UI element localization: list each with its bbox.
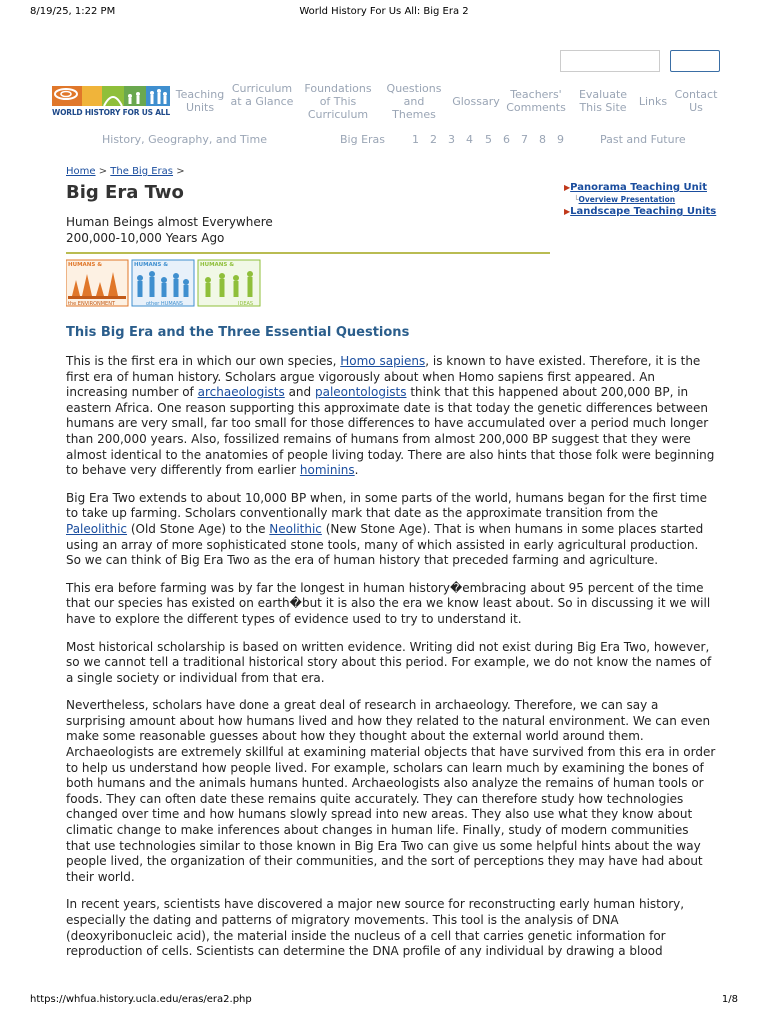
era-link-1[interactable]: 1 bbox=[412, 133, 419, 146]
era-link-2[interactable]: 2 bbox=[430, 133, 437, 146]
paragraph: Most historical scholarship is based on written evidence. Writing did not exist during Big Era Two, however, so we cannot tell a traditional historical story about this period. For example, we do not know the names of a single society or individual from that era. bbox=[66, 639, 712, 685]
era-link-4[interactable]: 4 bbox=[466, 133, 473, 146]
paleontologists-link[interactable]: paleontologists bbox=[314, 385, 407, 400]
breadcrumb-home[interactable]: Home bbox=[66, 166, 96, 177]
nav-evaluate-site[interactable]: Evaluate This Site bbox=[578, 88, 628, 114]
breadcrumb-big-eras[interactable]: The Big Eras bbox=[110, 166, 174, 177]
subtitle-line-1: Human Beings almost Everywhere bbox=[66, 215, 273, 229]
subtitle-line-2: 200,000-10,000 Years Ago bbox=[66, 231, 225, 245]
print-url: https://whfua.history.ucla.edu/eras/era2.php bbox=[30, 994, 252, 1005]
tree-branch-icon: └ bbox=[574, 195, 579, 204]
paragraph: In recent years, scientists have discovered a major new source for reconstructing early human history, especially the dating and patterns of migratory movements. This tool is the analysis of DNA (deoxyribonucleic acid), the material inside the nucleus of a cell that carries genetic information for reproduction of cells. Scientists can determine the DNA profile of any individual by drawing a blood bbox=[66, 897, 685, 959]
era-link-6[interactable]: 6 bbox=[503, 133, 510, 146]
nav-teachers-comments[interactable]: Teachers' Comments bbox=[506, 88, 566, 114]
paleolithic-link[interactable]: Paleolithic bbox=[66, 521, 128, 536]
hominins-link[interactable]: hominins bbox=[299, 463, 355, 478]
nav-questions-themes[interactable]: Questions and Themes bbox=[386, 82, 442, 121]
paragraph: This era before farming was by far the longest in human history�embracing about 95 percent of the time that our species has existed on earth�but it is also the era we know least about. So in discussing it we will have to explore the different types of evidence used to try to understand it. bbox=[66, 580, 711, 626]
oth-bottom-label: other HUMANS bbox=[146, 301, 183, 307]
nav-curriculum-at-a-glance[interactable]: Curriculum at a Glance bbox=[230, 82, 294, 108]
side-links bbox=[564, 182, 716, 217]
page-title: Big Era Two bbox=[66, 182, 184, 203]
page-subtitle bbox=[66, 214, 273, 246]
env-top-label: HUMANS & bbox=[68, 262, 103, 268]
print-title: World History For Us All: Big Era 2 bbox=[299, 6, 469, 17]
text-span: This is the first era in which our own species, bbox=[66, 354, 341, 368]
humans-other-humans-icon[interactable] bbox=[132, 260, 194, 307]
era-link-9[interactable]: 9 bbox=[557, 133, 564, 146]
text-span: think that this happened about 200,000 BP, in eastern Africa. One reason supporting this approximate date is that today the genetic differences between humans are very small, far too small for those differences to have accumulated over a period much longer than 200,000 years. Also, fossilized remains of humans from almost 200,000 BP suggest that they were almost identical to the anatomies of people living today. There are also hints that those folk were beginning to behave very differently from earlier bbox=[66, 385, 715, 478]
search-input[interactable] bbox=[560, 50, 660, 72]
text-span: Big Era Two extends to about 10,000 BP when, in some parts of the world, humans began for the first time to take up farming. Scholars conventionally mark that date as the approximate transition from the bbox=[66, 490, 708, 521]
print-footer bbox=[0, 992, 768, 1012]
search-button[interactable] bbox=[670, 50, 720, 72]
article-body bbox=[66, 354, 716, 972]
ideas-top-label: HUMANS & bbox=[200, 262, 235, 268]
site-logo[interactable] bbox=[52, 84, 170, 120]
era-link-5[interactable]: 5 bbox=[485, 133, 492, 146]
era-link-8[interactable]: 8 bbox=[539, 133, 546, 146]
subnav-big-eras[interactable]: Big Eras bbox=[340, 133, 386, 146]
era-link-7[interactable]: 7 bbox=[521, 133, 528, 146]
print-page-number: 1/8 bbox=[721, 994, 738, 1005]
ideas-bottom-label: IDEAS bbox=[238, 301, 254, 307]
panorama-teaching-unit-link[interactable]: Panorama Teaching Unit bbox=[570, 182, 707, 193]
subnav-past-future[interactable]: Past and Future bbox=[600, 133, 686, 146]
print-header bbox=[0, 0, 768, 22]
nav-contact-us[interactable]: Contact Us bbox=[674, 88, 718, 114]
logo-graphic bbox=[52, 84, 170, 108]
section-heading: This Big Era and the Three Essential Questions bbox=[66, 325, 410, 340]
breadcrumb bbox=[66, 166, 185, 177]
nav-foundations[interactable]: Foundations of This Curriculum bbox=[304, 82, 372, 121]
homo-sapiens-link[interactable]: Homo sapiens bbox=[340, 354, 426, 368]
nav-teaching-units[interactable]: Teaching Units bbox=[175, 88, 225, 114]
arrow-right-icon: ▶ bbox=[564, 183, 571, 192]
oth-top-label: HUMANS & bbox=[134, 262, 169, 268]
text-span: and bbox=[284, 385, 315, 400]
era-link-3[interactable]: 3 bbox=[448, 133, 455, 146]
nav-links[interactable]: Links bbox=[638, 95, 668, 108]
landscape-teaching-units-link[interactable]: Landscape Teaching Units bbox=[570, 206, 717, 217]
subnav-history-geography-time[interactable]: History, Geography, and Time bbox=[102, 133, 267, 146]
humans-environment-icon[interactable] bbox=[66, 260, 128, 307]
text-span: (Old Stone Age) to the bbox=[127, 521, 270, 536]
paragraph bbox=[66, 354, 716, 479]
paragraph bbox=[66, 491, 716, 569]
env-bottom-label: the ENVIRONMENT bbox=[68, 301, 116, 307]
breadcrumb-sep: > bbox=[98, 166, 108, 177]
arrow-right-icon: ▶ bbox=[564, 207, 571, 216]
neolithic-link[interactable]: Neolithic bbox=[269, 521, 322, 536]
print-datetime: 8/19/25, 1:22 PM bbox=[30, 6, 116, 17]
text-span: , is known to have existed. Therefore, it is the first era of human history. Scholars argue vigorously about when Homo sapiens first appeared. An increasing number of bbox=[66, 354, 701, 400]
text-span: . bbox=[354, 463, 359, 478]
nav-glossary[interactable]: Glossary bbox=[452, 95, 500, 108]
humans-ideas-icon[interactable] bbox=[198, 260, 260, 307]
text-span: (New Stone Age). That is when humans in some places started using an array of more sophisticated stone tools, many of which assisted in early agricultural production. So we can think of Big Era Two as the era of human history that preceded farming and agriculture. bbox=[66, 521, 704, 568]
breadcrumb-sep: > bbox=[176, 166, 185, 177]
theme-icons bbox=[66, 258, 262, 308]
logo-text: WORLD HISTORY FOR US ALL bbox=[52, 108, 170, 117]
paragraph: Nevertheless, scholars have done a great deal of research in archaeology. Therefore, we can say a surprising amount about how humans lived and how they related to the natural environment. We can even make some reasonable guesses about how they thought about the external world around them. Archaeologists are extremely skillful at examining material objects that have survived from this era in order to help us understand how people lived. For example, scholars can learn much by examining the bones of both humans and the animals humans hunted. Archaeologists also analyze the remains of human tools or foods. They can often date these remains quite accurately. They can therefore study how technologies changed over time and how humans slowly spread into new areas. They also use what they know about climatic change to make inferences about changes in human life. Finally, study of modern communities that use technologies similar to those known in Big Era Two can give us some helpful hints about the way people lived, the organization of their communities, and the sort of perceptions they may have had about their world. bbox=[66, 698, 716, 884]
archaeologists-link[interactable]: archaeologists bbox=[197, 385, 285, 400]
title-divider bbox=[66, 252, 550, 254]
overview-presentation-link[interactable]: Overview Presentation bbox=[578, 195, 676, 204]
